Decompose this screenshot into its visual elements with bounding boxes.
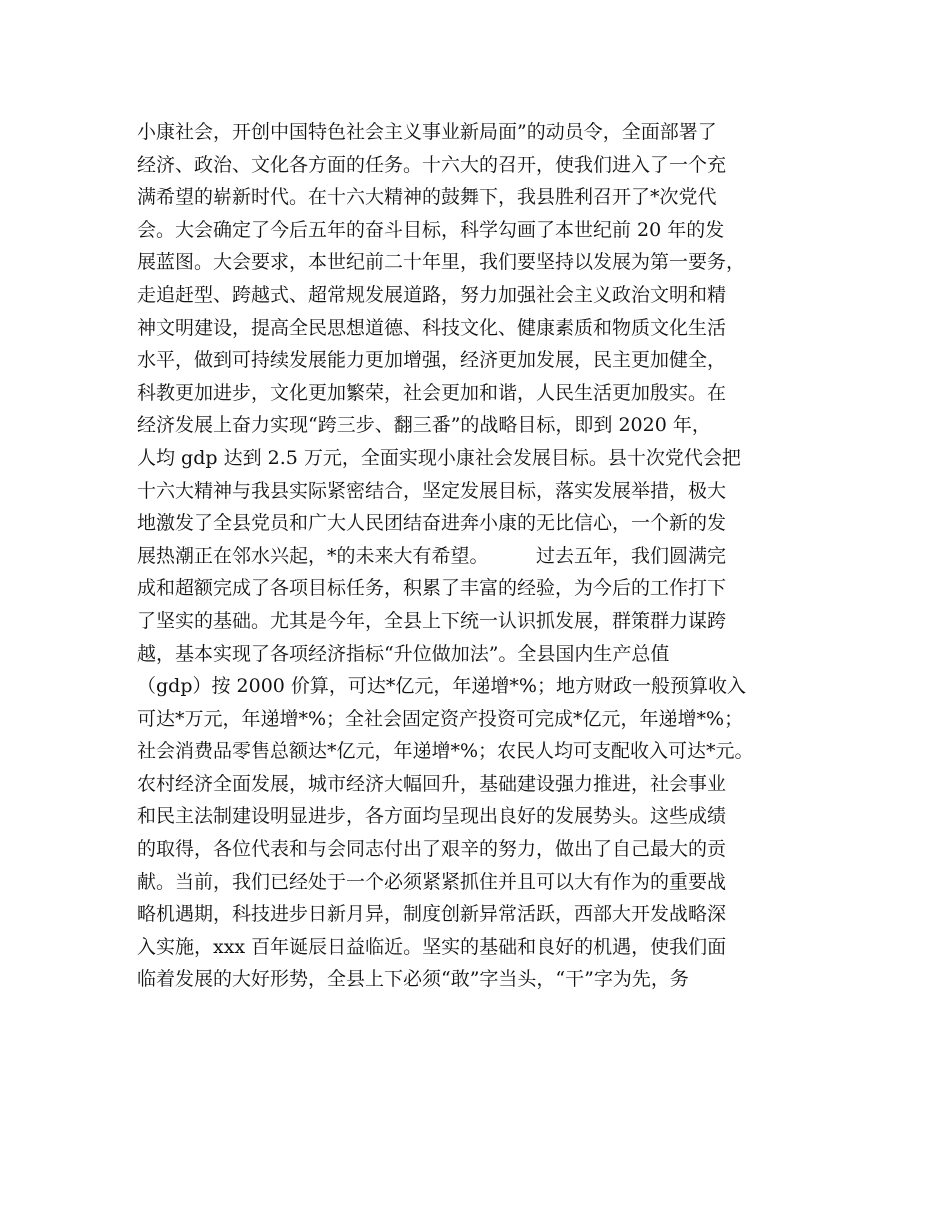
text-line: 满希望的崭新时代。在十六大精神的鼓舞下，我县胜利召开了*次党代: [137, 186, 717, 209]
text-line: 可达*万元，年递增*%；全社会固定资产投资可完成*亿元，年递增*%；: [137, 707, 744, 730]
text-line: 神文明建设，提高全民思想道德、科技文化、健康素质和物质文化生活: [137, 316, 727, 339]
text-line: 地激发了全县党员和广大人民团结奋进奔小康的无比信心，一个新的发: [137, 512, 727, 535]
text-line: 展热潮正在邻水兴起，*的未来大有希望。 过去五年，我们圆满完: [137, 544, 727, 567]
text-line: 了坚实的基础。尤其是今年，全县上下统一认识抓发展，群策群力谋跨: [137, 609, 727, 632]
text-line: 社会消费品零售总额达*亿元，年递增*%；农民人均可支配收入可达*元。: [137, 740, 754, 763]
text-line: 展蓝图。大会要求，本世纪前二十年里，我们要坚持以发展为第一要务，: [137, 251, 746, 274]
text-line: 临着发展的大好形势，全县上下必须“敢”字当头，“干”字为先，务: [137, 968, 689, 991]
body-text: [137, 116, 837, 996]
text-line: 经济、政治、文化各方面的任务。十六大的召开，使我们进入了一个充: [137, 153, 727, 176]
text-line: 经济发展上奋力实现“跨三步、翻三番”的战略目标，即到 2020 年，: [137, 414, 711, 437]
text-line: 人均 gdp 达到 2.5 万元，全面实现小康社会发展目标。县十次党代会把: [137, 446, 741, 469]
text-line: 略机遇期，科技进步日新月异，制度创新异常活跃，西部大开发战略深: [137, 903, 727, 926]
text-line: 成和超额完成了各项目标任务，积累了丰富的经验，为今后的工作打下: [137, 577, 727, 600]
text-line: 和民主法制建设明显进步，各方面均呈现出良好的发展势头。这些成绩: [137, 805, 727, 828]
text-line: （gdp）按 2000 价算，可达*亿元，年递增*%；地方财政一般预算收入: [137, 675, 746, 698]
text-line: 会。大会确定了今后五年的奋斗目标，科学勾画了本世纪前 20 年的发: [137, 218, 725, 241]
text-line: 越，基本实现了各项经济指标“升位做加法”。全县国内生产总值: [137, 642, 670, 665]
text-line: 科教更加进步，文化更加繁荣，社会更加和谐，人民生活更加殷实。在: [137, 381, 727, 404]
text-line: 献。当前，我们已经处于一个必须紧紧抓住并且可以大有作为的重要战: [137, 870, 727, 893]
text-line: 入实施，xxx 百年诞辰日益临近。坚实的基础和良好的机遇，使我们面: [137, 935, 727, 958]
text-line: 农村经济全面发展，城市经济大幅回升，基础建设强力推进，社会事业: [137, 772, 727, 795]
text-line: 的取得，各位代表和与会同志付出了艰辛的努力，做出了自己最大的贡: [137, 838, 727, 861]
text-line: 水平，做到可持续发展能力更加增强，经济更加发展，民主更加健全，: [137, 349, 727, 372]
text-line: 十六大精神与我县实际紧密结合，坚定发展目标，落实发展举措，极大: [137, 479, 727, 502]
text-line: 走追赶型、跨越式、超常规发展道路，努力加强社会主义政治文明和精: [137, 283, 727, 306]
text-line: 小康社会，开创中国特色社会主义事业新局面”的动员令，全面部署了: [137, 121, 717, 143]
